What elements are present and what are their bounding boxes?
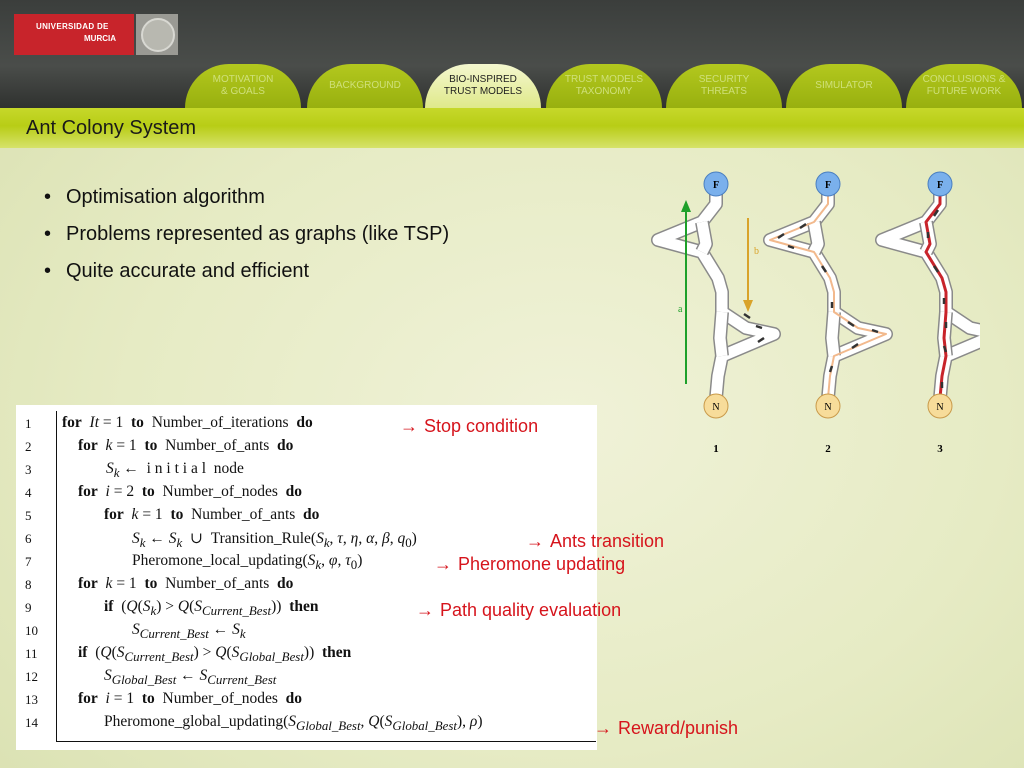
arrow-down-head xyxy=(743,300,753,312)
right-arrow-icon: → xyxy=(526,531,544,551)
right-arrow-icon: → xyxy=(400,416,418,436)
line-number: 9 xyxy=(25,600,32,615)
logo-text-line2: MURCIA xyxy=(84,34,116,43)
right-arrow-icon: → xyxy=(434,554,452,574)
title-bar xyxy=(0,108,1024,148)
right-arrow-icon: → xyxy=(416,600,434,620)
line-number: 7 xyxy=(25,554,32,569)
line-number: 8 xyxy=(25,577,32,592)
ant-path-diagram xyxy=(640,162,980,462)
tab-motivation-goals[interactable]: MOTIVATION & GOALS xyxy=(185,64,301,108)
page-title: Ant Colony System xyxy=(26,117,197,139)
bullet-item: • Optimisation algorithm xyxy=(44,186,265,208)
arrow-b-label: b xyxy=(754,246,759,257)
line-number: 4 xyxy=(25,485,32,500)
line-number: 10 xyxy=(25,623,38,638)
line-number: 13 xyxy=(25,692,38,707)
bullet-item: • Quite accurate and efficient xyxy=(44,260,310,282)
line-number: 11 xyxy=(25,646,38,661)
panel-label-3: 3 xyxy=(937,443,943,455)
line-number: 5 xyxy=(25,508,32,523)
line-number: 2 xyxy=(25,439,32,454)
tab-bio-inspired-trust-models[interactable]: BIO-INSPIRED TRUST MODELS xyxy=(425,64,541,108)
arrow-a-label: a xyxy=(678,304,683,315)
arrow-up-head xyxy=(681,200,691,212)
panel-label-1: 1 xyxy=(713,443,719,455)
annotation-text: Pheromone updating xyxy=(458,554,626,574)
bullet-item: • Problems represented as graphs (like TSP) xyxy=(44,223,450,245)
tab-trust-models-taxonomy[interactable]: TRUST MODELS TAXONOMY xyxy=(546,64,662,108)
listing-border-bottom xyxy=(56,741,596,742)
bullet-text: Problems represented as graphs (like TSP) xyxy=(66,223,450,245)
right-arrow-icon: → xyxy=(594,718,612,738)
bullet-list xyxy=(44,186,449,297)
annotation-path-quality xyxy=(416,600,621,621)
annotation-text: Reward/punish xyxy=(618,718,739,738)
annotation-text: Ants transition xyxy=(550,531,665,551)
ant-path-svg xyxy=(640,162,980,462)
annotation-text: Path quality evaluation xyxy=(440,600,622,620)
listing-border-left xyxy=(56,411,57,741)
diagram-panel-3 xyxy=(882,172,980,455)
node-f-label: F xyxy=(936,180,944,191)
tab-security-threats[interactable]: SECURITY THREATS xyxy=(666,64,782,108)
line-number: 12 xyxy=(25,669,38,684)
tab-simulator[interactable]: SIMULATOR xyxy=(786,64,902,108)
node-n-label: N xyxy=(712,402,720,413)
algorithm-listing: 1 for It = 1 to Number_of_iterations do 2 for k = 1 to Number_of_ants do 3 $S_k$ ← i n i t i a l node 4 for i = 2 to Number_of_nodes do 5 for k = 1 to Number_of_ants do 6 $S_k$ ← $S_k$ ∪ $Transition\_Rule(S_k$, τ, η, α, β, $q_0$) 7 $Pheromone\_local\_updating(S_k$, φ, $\tau_0$) 8 for k = 1 to Number_of_ants do 9 if $(Q(S_k) > Q(S_{Current\_Best}))$ then 10 $S_{Current\_Best}$ ← $S_k$ 11 if $(Q(S_{Current\_Best}) > Q(S_{Global\_Best}))$ then 12 $S_{Global\_Best}$ ← $S_{Current\_Best}$ 13 for i = 1 to Number_of_nodes do 14 $Pheromone\_global\_updating(S_{Global\_Best}$, $Q(S_{Global\_Best})$, ρ) xyxy=(16,405,597,750)
bullet-text: Quite accurate and efficient xyxy=(66,260,310,282)
node-n-label: N xyxy=(936,402,944,413)
annotation-ants-transition xyxy=(526,531,664,552)
line-number: 3 xyxy=(25,462,32,477)
logo-text-line1: UNIVERSIDAD DE xyxy=(36,22,109,31)
university-seal-icon xyxy=(136,14,178,55)
annotation-text: Stop condition xyxy=(424,416,539,436)
node-n-label: N xyxy=(824,402,832,413)
line-number: 6 xyxy=(25,531,32,546)
diagram-panel-2 xyxy=(770,172,886,455)
annotation-stop-condition xyxy=(400,416,538,437)
tab-conclusions-future-work[interactable]: CONCLUSIONS & FUTURE WORK xyxy=(906,64,1022,108)
annotation-reward-punish xyxy=(594,718,738,739)
line-number: 14 xyxy=(25,715,38,730)
node-f-label: F xyxy=(824,180,832,191)
annotation-pheromone-updating xyxy=(434,554,625,575)
diagram-panel-1 xyxy=(658,172,774,455)
bullet-text: Optimisation algorithm xyxy=(66,186,265,208)
node-f-label: F xyxy=(712,180,720,191)
tab-background[interactable]: BACKGROUND xyxy=(307,64,423,108)
university-logo xyxy=(14,14,134,55)
panel-label-2: 2 xyxy=(825,443,831,455)
line-number: 1 xyxy=(25,416,32,431)
